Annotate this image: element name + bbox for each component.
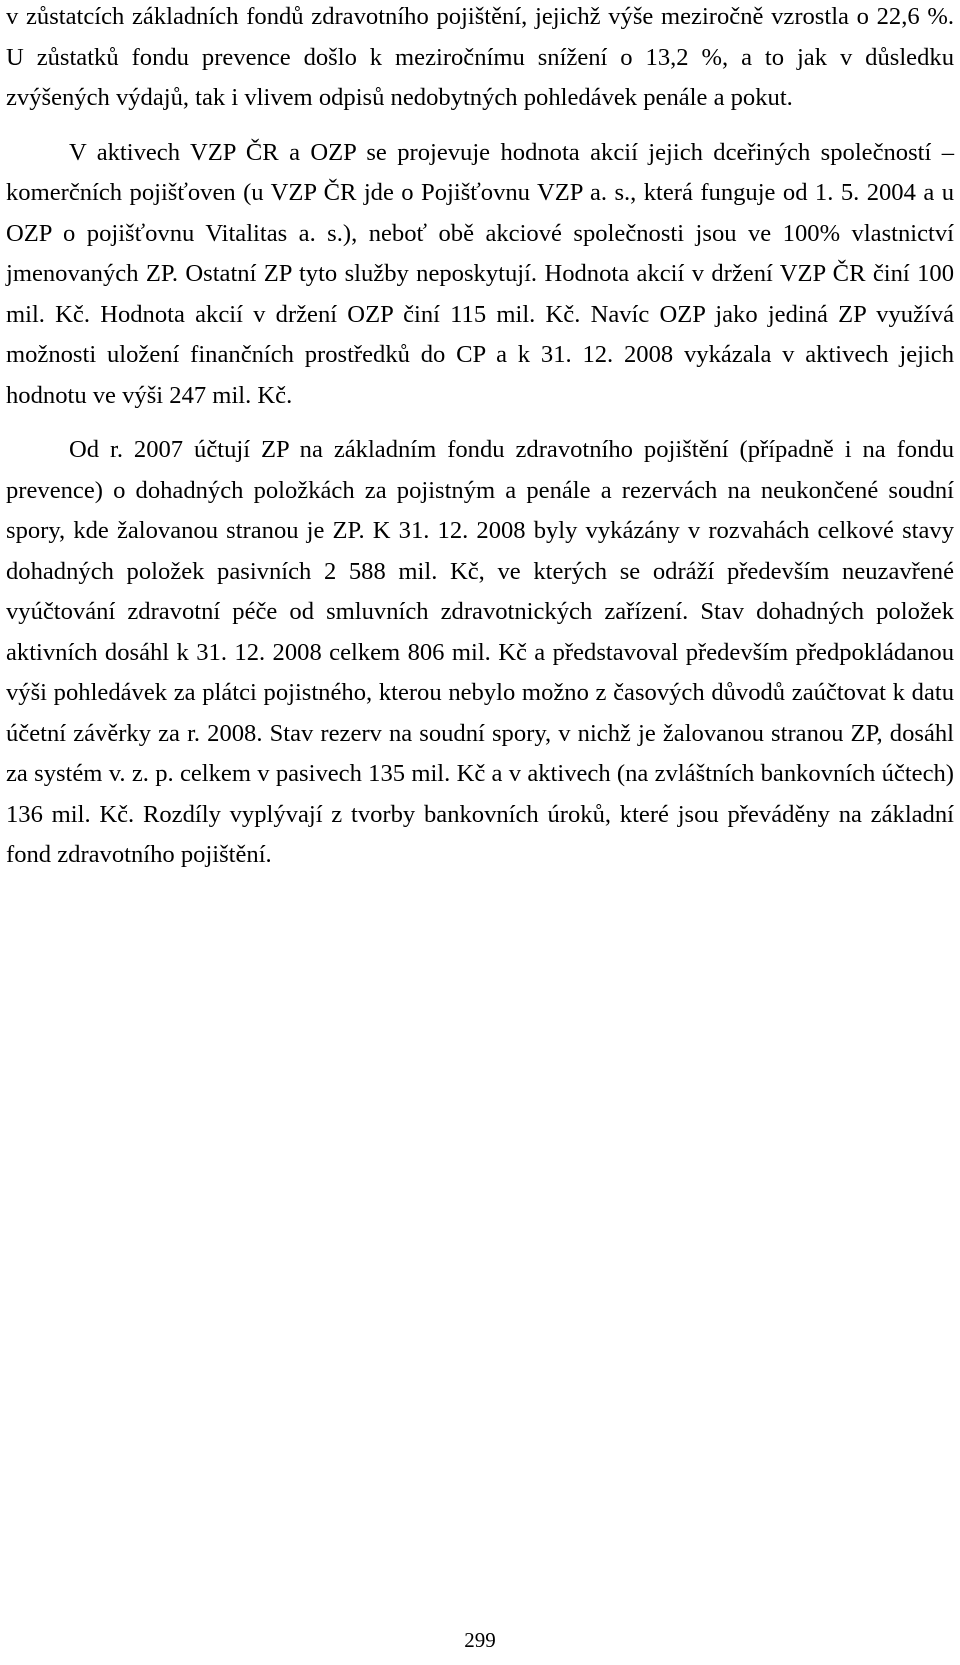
paragraph-fund-balances: v zůstatcích základních fondů zdravotního pojištění, jejichž výše meziročně vzrostla o 22,6 %. U zůstatků fondu prevence došlo k meziročnímu snížení o 13,2 %, a to jak v důsledku zvýšených výdajů, tak i vlivem odpisů nedobytných pohledávek penále a pokut.	[6, 3, 954, 111]
document-page	[6, 0, 954, 876]
paragraph-subsidiary-shares: V aktivech VZP ČR a OZP se projevuje hodnota akcií jejich dceřiných společností – komerčních pojišťoven (u VZP ČR jde o Pojišťovnu VZP a. s., která funguje od 1. 5. 2004 a u OZP o pojišťovnu Vitalitas a. s.), neboť obě akciové společnosti jsou ve 100% vlastnictví jmenovaných ZP. Ostatní ZP tyto služby neposkytují. Hodnota akcií v držení VZP ČR činí 100 mil. Kč. Hodnota akcií v držení OZP činí 115 mil. Kč. Navíc OZP jako jediná ZP využívá možnosti uložení finančních prostředků do CP a k 31. 12. 2008 vykázala v aktivech jejich hodnotu ve výši 247 mil. Kč.	[6, 138, 954, 409]
paragraph-estimated-items: Od r. 2007 účtují ZP na základním fondu zdravotního pojištění (případně i na fondu prevence) o dohadných položkách za pojistným a penále a rezervách na neukončené soudní spory, kde žalovanou stranou je ZP. K 31. 12. 2008 byly vykázány v rozvahách celkové stavy dohadných položek pasivních 2 588 mil. Kč, ve kterých se odráží především neuzavřené vyúčtování zdravotní péče od smluvních zdravotnických zařízení. Stav dohadných položek aktivních dosáhl k 31. 12. 2008 celkem 806 mil. Kč a představoval především předpokládanou výši pohledávek za plátci pojistného, kterou nebylo možno z časových důvodů zaúčtovat k datu účetní závěrky za r. 2008. Stav rezerv na soudní spory, v nichž je žalovanou stranou ZP, dosáhl za systém v. z. p. celkem v pasivech 135 mil. Kč a v aktivech (na zvláštních bankovních účtech) 136 mil. Kč. Rozdíly vyplývají z tvorby bankovních úroků, které jsou převáděny na základní fond zdravotního pojištění.	[6, 436, 954, 868]
page-number: 299	[464, 1628, 496, 1652]
